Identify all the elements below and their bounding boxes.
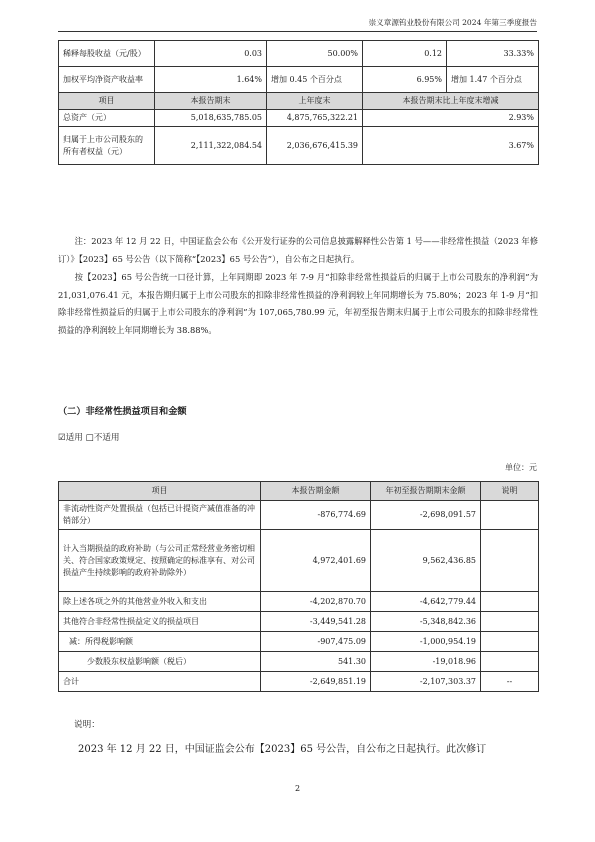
cell-value: 5,018,635,785.05	[155, 110, 267, 127]
header-divider	[58, 31, 537, 32]
header-note: 说明	[481, 482, 539, 501]
cell-note	[481, 501, 539, 530]
cell-value: -19,018.96	[371, 652, 481, 672]
header-change: 本报告期末比上年度末增减	[363, 93, 539, 110]
row-label: 减：所得税影响额	[59, 632, 261, 652]
row-label: 计入当期损益的政府补助（与公司正常经营业务密切相关、符合国家政策规定、按照确定的标准享有、对公司损益产生持续影响的政府补助除外）	[59, 530, 261, 592]
cell-note	[481, 652, 539, 672]
non-recurring-items-table	[58, 481, 539, 692]
cell-value: -1,000,954.19	[371, 632, 481, 652]
table-row	[59, 41, 539, 67]
table-header-row	[59, 93, 539, 110]
page-header: 崇义章源钨业股份有限公司 2024 年第三季度报告	[368, 18, 537, 27]
table-row	[59, 127, 539, 165]
note-paragraph-1: 注：2023 年 12 月 22 日，中国证监会公布《公开发行证券的公司信息披露解释性公告第 1 号——非经常性损益（2023 年修订）》【2023】65 号公告（以下简称“【2023】65 号公告”），自公布之日起执行。	[58, 236, 538, 264]
cell-value: -2,698,091.57	[371, 501, 481, 530]
cell-value: 0.03	[155, 41, 267, 67]
section-title: （二）非经常性损益项目和金额	[58, 406, 187, 417]
table-row	[59, 632, 539, 652]
table-header-row	[59, 482, 539, 501]
cell-note	[481, 612, 539, 632]
row-label: 稀释每股收益（元/股）	[59, 41, 155, 67]
table-row	[59, 67, 539, 93]
cell-note	[481, 632, 539, 652]
cell-note	[481, 592, 539, 612]
header-prior-year-end: 上年度末	[267, 93, 363, 110]
row-label: 少数股东权益影响额（税后）	[59, 652, 261, 672]
header-period-end: 本报告期末	[155, 93, 267, 110]
row-label: 非流动性资产处置损益（包括已计提资产减值准备的冲销部分）	[59, 501, 261, 530]
cell-value: 1.64%	[155, 67, 267, 93]
table-row	[59, 612, 539, 632]
table-row	[59, 110, 539, 127]
row-label: 其他符合非经常性损益定义的损益项目	[59, 612, 261, 632]
row-label: 合计	[59, 672, 261, 692]
table-row	[59, 501, 539, 530]
cell-value: -4,642,779.44	[371, 592, 481, 612]
header-ytd: 年初至报告期期末金额	[371, 482, 481, 501]
page-number: 2	[294, 784, 301, 793]
cell-value: -2,107,303.37	[371, 672, 481, 692]
applicability-checkbox: ☑适用 □不适用	[58, 433, 120, 443]
cell-value: 2,111,322,084.54	[155, 127, 267, 165]
cell-value: 3.67%	[363, 127, 539, 165]
row-label: 加权平均净资产收益率	[59, 67, 155, 93]
cell-value: 增加 1.47 个百分点	[447, 67, 539, 93]
cell-value: 2,036,676,415.39	[267, 127, 363, 165]
cell-note: --	[481, 672, 539, 692]
cell-value: 0.12	[363, 41, 447, 67]
table-total-row	[59, 672, 539, 692]
row-label: 归属于上市公司股东的所有者权益（元）	[59, 127, 155, 165]
cell-value: 6.95%	[363, 67, 447, 93]
row-label: 总资产（元）	[59, 110, 155, 127]
cell-value: -3,449,541.28	[261, 612, 371, 632]
cell-note	[481, 530, 539, 592]
header-item: 项目	[59, 482, 261, 501]
note-paragraph-2: 按【2023】65 号公告统一口径计算，上年同期即 2023 年 7-9 月“扣除非经常性损益后的归属于上市公司股东的净利润”为 21,031,076.41 元，本报告期归属于上市公司股东的扣除非经常性损益的净利润较上年同期增长为 75.80%；2023 年 1-9 月“扣除非经常性损益后的归属于上市公司股东的净利润”为 107,065,780.99 元，年初至报告期末归属于上市公司股东的扣除非经常性损益的净利润较上年同期增长为 38.88%。	[58, 272, 538, 335]
unit-label: 单位：元	[505, 463, 537, 472]
explanation-paragraph: 2023 年 12 月 22 日，中国证监会公布【2023】65 号公告，自公布之日起执行。此次修订	[78, 744, 487, 755]
cell-value: 9,562,436.85	[371, 530, 481, 592]
header-item: 项目	[59, 93, 155, 110]
financial-indicators-table	[58, 40, 539, 165]
cell-value: 541.30	[261, 652, 371, 672]
cell-value: 增加 0.45 个百分点	[267, 67, 363, 93]
row-label: 除上述各项之外的其他营业外收入和支出	[59, 592, 261, 612]
explanation-label: 说明：	[74, 720, 100, 730]
cell-value: -2,649,851.19	[261, 672, 371, 692]
cell-value: 33.33%	[447, 41, 539, 67]
header-current-period: 本报告期金额	[261, 482, 371, 501]
cell-value: -5,348,842.36	[371, 612, 481, 632]
table-row	[59, 652, 539, 672]
cell-value: 2.93%	[363, 110, 539, 127]
table-row	[59, 530, 539, 592]
cell-value: -876,774.69	[261, 501, 371, 530]
cell-value: 50.00%	[267, 41, 363, 67]
cell-value: 4,875,765,322.21	[267, 110, 363, 127]
table-row	[59, 592, 539, 612]
cell-value: 4,972,401.69	[261, 530, 371, 592]
cell-value: -4,202,870.70	[261, 592, 371, 612]
cell-value: -907,475.09	[261, 632, 371, 652]
